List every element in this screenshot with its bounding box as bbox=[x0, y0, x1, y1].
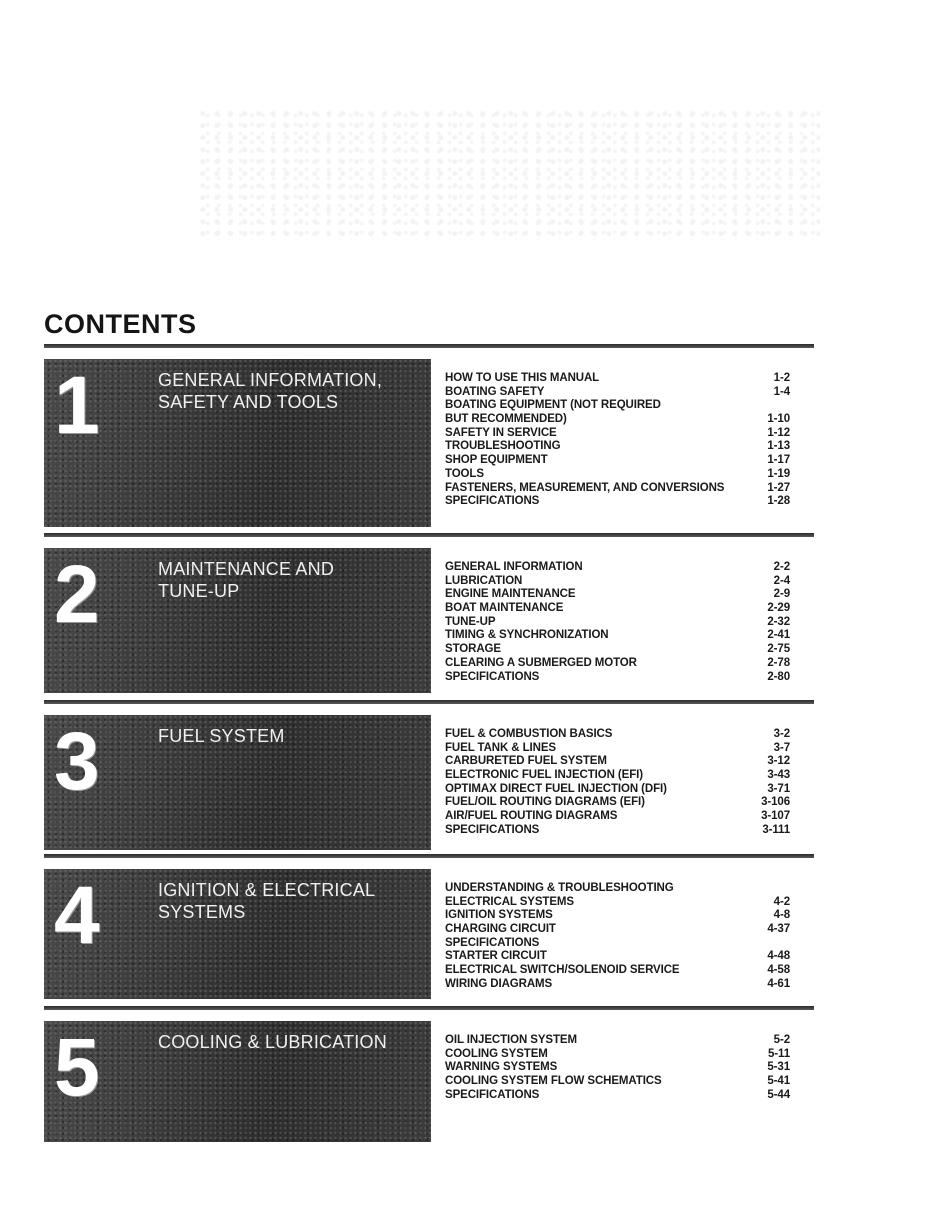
toc-entry[interactable] bbox=[445, 1034, 790, 1048]
toc-entry-page: 4-58 bbox=[767, 964, 790, 977]
toc-entry[interactable] bbox=[445, 824, 790, 838]
toc-entry[interactable] bbox=[445, 386, 790, 400]
section-heading bbox=[158, 369, 382, 413]
toc-entry[interactable] bbox=[445, 440, 790, 454]
toc-entry-page: 5-31 bbox=[767, 1061, 790, 1074]
toc-entry[interactable] bbox=[445, 468, 790, 482]
toc-entry-page: 3-111 bbox=[762, 823, 790, 836]
toc-entry-label: SAFETY IN SERVICE bbox=[445, 426, 557, 439]
toc-entry-label: SPECIFICATIONS bbox=[445, 495, 540, 508]
toc-entry-label: CLEARING A SUBMERGED MOTOR bbox=[445, 656, 637, 669]
toc-entry-label: FASTENERS, MEASUREMENT, AND CONVERSIONS bbox=[445, 481, 725, 494]
toc-entry[interactable] bbox=[445, 810, 790, 824]
toc-entry[interactable] bbox=[445, 575, 790, 589]
faded-header-artifact bbox=[200, 110, 820, 240]
toc-entry[interactable] bbox=[445, 657, 790, 671]
toc-entry-label: SPECIFICATIONS bbox=[445, 670, 540, 683]
toc-entry-page: 1-4 bbox=[773, 385, 790, 398]
toc-entry[interactable] bbox=[445, 909, 790, 923]
toc-entry-page: 4-48 bbox=[767, 950, 790, 963]
toc-entry-page: 3-71 bbox=[767, 782, 790, 795]
toc-entry-page: 3-7 bbox=[773, 741, 790, 754]
toc-entry-page: 3-107 bbox=[761, 810, 790, 823]
toc-entry-label: STARTER CIRCUIT bbox=[445, 950, 547, 963]
toc-entry-label: FUEL TANK & LINES bbox=[445, 741, 556, 754]
toc-entry-label: BOAT MAINTENANCE bbox=[445, 602, 564, 615]
section-heading-line: MAINTENANCE AND bbox=[158, 559, 335, 579]
toc-entry-label: TUNE-UP bbox=[445, 615, 496, 628]
toc-entry-page: 4-37 bbox=[767, 923, 790, 936]
toc-entry[interactable] bbox=[445, 1089, 790, 1103]
toc-entry[interactable] bbox=[445, 1075, 790, 1089]
section-heading-line: COOLING & LUBRICATION bbox=[158, 1032, 387, 1052]
toc-entry-label: ENGINE MAINTENANCE bbox=[445, 588, 576, 601]
section-divider bbox=[44, 533, 814, 537]
toc-entry-label: CARBURETED FUEL SYSTEM bbox=[445, 755, 607, 768]
section-number: 5 bbox=[54, 1022, 100, 1113]
toc-entry-label: BOATING EQUIPMENT (NOT REQUIRED bbox=[445, 399, 661, 412]
toc-entry-label: STORAGE bbox=[445, 643, 501, 656]
toc-entry-label: TROUBLESHOOTING bbox=[445, 440, 561, 453]
toc-entry-page: 1-10 bbox=[767, 413, 790, 426]
toc-entry-label: WARNING SYSTEMS bbox=[445, 1061, 558, 1074]
toc-entry[interactable] bbox=[445, 769, 790, 783]
toc-entry-page: 3-106 bbox=[761, 796, 790, 809]
toc-list bbox=[445, 561, 790, 684]
section-4 bbox=[44, 854, 814, 1002]
toc-entry-label: HOW TO USE THIS MANUAL bbox=[445, 372, 600, 384]
toc-entry-label: COOLING SYSTEM bbox=[445, 1047, 548, 1060]
toc-entry[interactable] bbox=[445, 413, 790, 427]
toc-entry[interactable] bbox=[445, 964, 790, 978]
toc-entry[interactable] bbox=[445, 588, 790, 602]
section-banner bbox=[44, 869, 431, 999]
toc-entry-page bbox=[750, 399, 790, 413]
section-2 bbox=[44, 533, 814, 696]
section-heading bbox=[158, 725, 285, 747]
toc-entry-page: 4-61 bbox=[767, 977, 790, 990]
toc-entry-label: AIR/FUEL ROUTING DIAGRAMS bbox=[445, 810, 618, 823]
toc-entry-page: 3-2 bbox=[773, 728, 790, 740]
toc-entry-page: 2-78 bbox=[767, 656, 790, 669]
page-title: CONTENTS bbox=[44, 309, 197, 339]
toc-entry[interactable] bbox=[445, 1048, 790, 1062]
section-number: 1 bbox=[54, 360, 100, 451]
toc-entry-page: 2-2 bbox=[773, 561, 790, 573]
section-divider bbox=[44, 700, 814, 704]
toc-entry-page: 1-19 bbox=[767, 467, 790, 480]
toc-entry[interactable] bbox=[445, 755, 790, 769]
section-number: 4 bbox=[54, 870, 100, 961]
toc-list bbox=[445, 882, 790, 992]
section-number: 3 bbox=[54, 716, 100, 807]
section-heading-line: SAFETY AND TOOLS bbox=[158, 392, 339, 412]
toc-entry[interactable] bbox=[445, 495, 790, 509]
toc-entry-label: GENERAL INFORMATION bbox=[445, 561, 583, 573]
toc-entry-label: UNDERSTANDING & TROUBLESHOOTING bbox=[445, 882, 674, 894]
toc-entry[interactable] bbox=[445, 783, 790, 797]
section-3 bbox=[44, 700, 814, 853]
toc-entry[interactable] bbox=[445, 602, 790, 616]
section-banner bbox=[44, 715, 431, 850]
toc-entry-label: SPECIFICATIONS bbox=[445, 1088, 540, 1101]
toc-entry-page: 2-32 bbox=[767, 615, 790, 628]
toc-entry-page: 1-17 bbox=[767, 454, 790, 467]
toc-entry-page: 5-41 bbox=[767, 1075, 790, 1088]
toc-entry-page: 1-13 bbox=[767, 440, 790, 453]
toc-entry[interactable] bbox=[445, 427, 790, 441]
toc-list bbox=[445, 728, 790, 838]
toc-entry[interactable] bbox=[445, 950, 790, 964]
toc-entry-page: 5-11 bbox=[768, 1047, 790, 1060]
toc-entry[interactable] bbox=[445, 372, 790, 386]
section-number: 2 bbox=[54, 549, 100, 640]
toc-entry-page: 1-28 bbox=[767, 495, 790, 508]
section-heading bbox=[158, 558, 334, 602]
section-heading-line: FUEL SYSTEM bbox=[158, 726, 285, 746]
toc-entry-label: SHOP EQUIPMENT bbox=[445, 454, 548, 467]
toc-entry-page: 1-12 bbox=[767, 426, 790, 439]
toc-entry-label: LUBRICATION bbox=[445, 574, 523, 587]
toc-entry[interactable] bbox=[445, 882, 790, 896]
toc-entry-page: 4-8 bbox=[773, 909, 790, 922]
toc-list bbox=[445, 372, 790, 509]
toc-entry-label: BUT RECOMMENDED) bbox=[445, 413, 567, 426]
toc-entry-page: 5-2 bbox=[773, 1034, 790, 1046]
section-1 bbox=[44, 344, 814, 530]
section-banner bbox=[44, 548, 431, 693]
toc-entry-page bbox=[750, 882, 790, 896]
toc-entry-label: OPTIMAX DIRECT FUEL INJECTION (DFI) bbox=[445, 782, 667, 795]
toc-entry[interactable] bbox=[445, 454, 790, 468]
toc-entry-page: 3-43 bbox=[767, 769, 790, 782]
toc-entry-page: 1-2 bbox=[773, 372, 790, 384]
toc-entry-label: ELECTRONIC FUEL INJECTION (EFI) bbox=[445, 769, 643, 782]
toc-entry-label: SPECIFICATIONS bbox=[445, 823, 540, 836]
toc-entry-page bbox=[750, 937, 790, 951]
toc-entry-page: 2-9 bbox=[773, 588, 790, 601]
toc-entry[interactable] bbox=[445, 1061, 790, 1075]
toc-list bbox=[445, 1034, 790, 1102]
toc-entry[interactable] bbox=[445, 978, 790, 992]
toc-entry[interactable] bbox=[445, 923, 790, 937]
toc-entry-page: 5-44 bbox=[767, 1088, 790, 1101]
toc-entry[interactable] bbox=[445, 728, 790, 742]
toc-entry[interactable] bbox=[445, 896, 790, 910]
toc-entry-label: BOATING SAFETY bbox=[445, 385, 545, 398]
section-heading-line: SYSTEMS bbox=[158, 902, 246, 922]
toc-entry-label: ELECTRICAL SYSTEMS bbox=[445, 895, 574, 908]
section-banner bbox=[44, 359, 431, 527]
toc-entry-page: 1-27 bbox=[767, 481, 790, 494]
toc-entry-label: OIL INJECTION SYSTEM bbox=[445, 1034, 577, 1046]
toc-entry-page: 3-12 bbox=[767, 755, 790, 768]
toc-entry-page: 4-2 bbox=[773, 895, 790, 908]
toc-entry-label: SPECIFICATIONS bbox=[445, 936, 540, 949]
toc-entry-page: 2-4 bbox=[773, 574, 790, 587]
section-heading-line: IGNITION & ELECTRICAL bbox=[158, 880, 376, 900]
toc-entry-label: FUEL/OIL ROUTING DIAGRAMS (EFI) bbox=[445, 796, 645, 809]
toc-entry-label: IGNITION SYSTEMS bbox=[445, 909, 553, 922]
toc-entry-label: WIRING DIAGRAMS bbox=[445, 977, 553, 990]
toc-entry-label: TOOLS bbox=[445, 467, 484, 480]
toc-entry[interactable] bbox=[445, 399, 790, 413]
section-heading bbox=[158, 879, 375, 923]
section-5 bbox=[44, 1006, 814, 1145]
toc-entry-page: 2-29 bbox=[767, 602, 790, 615]
toc-entry[interactable] bbox=[445, 643, 790, 657]
toc-entry-label: ELECTRICAL SWITCH/SOLENOID SERVICE bbox=[445, 964, 680, 977]
toc-entry[interactable] bbox=[445, 742, 790, 756]
section-banner bbox=[44, 1021, 431, 1142]
section-divider bbox=[44, 854, 814, 858]
section-heading bbox=[158, 1031, 387, 1053]
toc-entry[interactable] bbox=[445, 796, 790, 810]
section-divider bbox=[44, 344, 814, 348]
toc-entry-label: COOLING SYSTEM FLOW SCHEMATICS bbox=[445, 1075, 662, 1088]
toc-entry[interactable] bbox=[445, 937, 790, 951]
toc-entry[interactable] bbox=[445, 561, 790, 575]
section-divider bbox=[44, 1006, 814, 1010]
section-heading-line: TUNE-UP bbox=[158, 581, 240, 601]
toc-entry-page: 2-80 bbox=[767, 670, 790, 683]
toc-entry[interactable] bbox=[445, 671, 790, 685]
toc-entry[interactable] bbox=[445, 629, 790, 643]
toc-entry[interactable] bbox=[445, 482, 790, 496]
toc-entry-label: FUEL & COMBUSTION BASICS bbox=[445, 728, 613, 740]
toc-entry[interactable] bbox=[445, 616, 790, 630]
toc-entry-page: 2-75 bbox=[767, 643, 790, 656]
toc-entry-page: 2-41 bbox=[767, 629, 790, 642]
toc-entry-label: TIMING & SYNCHRONIZATION bbox=[445, 629, 609, 642]
section-heading-line: GENERAL INFORMATION, bbox=[158, 370, 383, 390]
toc-entry-label: CHARGING CIRCUIT bbox=[445, 923, 556, 936]
